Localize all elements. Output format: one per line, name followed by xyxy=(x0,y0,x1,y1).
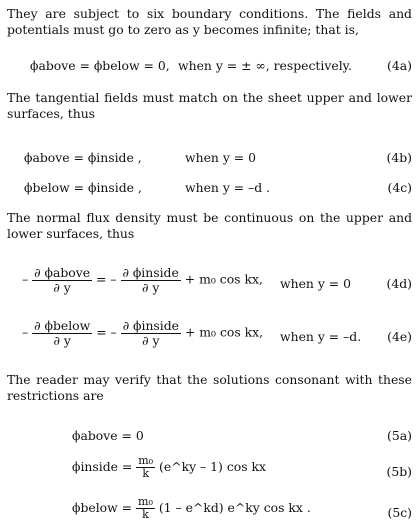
equation-4d-lead: – xyxy=(22,271,29,287)
equation-4e-fraction-1 xyxy=(32,319,92,347)
equation-4a-condition: when y = ± ∞, respectively. xyxy=(178,58,352,73)
equation-4e-lhs xyxy=(22,319,263,347)
equation-4d-lhs xyxy=(22,266,263,294)
equation-4e-tail: + m₀ cos kx, xyxy=(184,324,264,340)
equation-4d-number: (4d) xyxy=(386,276,412,291)
equation-5b-fraction-denominator: k xyxy=(142,467,149,481)
equation-5b-right: (e^ky – 1) cos kx xyxy=(159,459,267,475)
equation-4d-fraction-1 xyxy=(32,266,92,294)
equation-4e-condition: when y = –d. xyxy=(280,329,362,344)
equation-5b-fraction xyxy=(136,455,155,480)
equation-5c xyxy=(0,493,419,529)
equation-5c-number: (5c) xyxy=(387,505,412,520)
equation-4a-number: (4a) xyxy=(387,58,412,73)
equation-4d-condition: when y = 0 xyxy=(280,276,351,291)
equation-4b-number: (4b) xyxy=(386,150,412,165)
equation-5c-left: ϕbelow = xyxy=(72,500,133,516)
paragraph-normal-flux: The normal flux density must be continuous on the upper and lower surfaces, thus xyxy=(7,210,412,241)
equation-5c-lhs xyxy=(72,496,311,521)
equation-4d-fraction-2-numerator: ∂ ϕinside xyxy=(122,265,179,280)
equation-5b-lhs xyxy=(72,455,266,480)
equation-5c-fraction xyxy=(136,496,155,521)
paragraph-solutions: The reader may verify that the solutions consonant with these restrictions are xyxy=(7,372,412,403)
equation-4e-number: (4e) xyxy=(387,329,412,344)
equation-4e-fraction-2-denominator: ∂ y xyxy=(142,332,160,348)
equation-4d-fraction-1-denominator: ∂ y xyxy=(53,279,71,295)
equation-4c-condition: when y = –d . xyxy=(185,180,271,195)
equation-4c-number: (4c) xyxy=(387,180,412,195)
equation-4b-condition: when y = 0 xyxy=(185,150,256,165)
equation-4b-lhs: ϕabove = ϕinside , xyxy=(24,150,142,165)
equation-5b-number: (5b) xyxy=(386,464,412,479)
equation-4e-fraction-1-denominator: ∂ y xyxy=(53,332,71,348)
equation-4d-middle: = – xyxy=(96,271,117,287)
equation-4e xyxy=(0,315,419,355)
equation-5a-lhs: ϕabove = 0 xyxy=(72,428,144,443)
equation-5b-fraction-numerator: m₀ xyxy=(138,454,154,467)
equation-4d-tail: + m₀ cos kx, xyxy=(184,271,263,287)
equation-4c-lhs: ϕbelow = ϕinside , xyxy=(24,180,142,195)
equation-4d xyxy=(0,262,419,302)
equation-4e-fraction-2 xyxy=(121,319,181,347)
paragraph-tangential-fields: The tangential fields must match on the sheet upper and lower surfaces, thus xyxy=(7,90,412,121)
equation-5b-left: ϕinside = xyxy=(72,459,133,475)
equation-5a-number: (5a) xyxy=(387,428,412,443)
equation-5c-right: (1 – e^kd) e^ky cos kx . xyxy=(158,500,311,516)
equation-4e-fraction-1-numerator: ∂ ϕbelow xyxy=(34,318,91,333)
equation-4d-fraction-2 xyxy=(121,266,181,294)
equation-5c-fraction-numerator: m₀ xyxy=(138,495,153,508)
equation-4d-fraction-2-denominator: ∂ y xyxy=(141,279,160,295)
equation-4d-fraction-1-numerator: ∂ ϕabove xyxy=(34,265,91,280)
equation-5c-fraction-denominator: k xyxy=(142,508,149,522)
equation-4e-middle: = – xyxy=(96,324,117,340)
equation-4a-lhs: ϕabove = ϕbelow = 0, xyxy=(30,58,170,73)
equation-4e-lead: – xyxy=(22,324,29,340)
equation-5b xyxy=(0,452,419,488)
paragraph-boundary-conditions: They are subject to six boundary conditions. The fields and potentials must go to zero as y becomes infinite; that is, xyxy=(7,6,412,37)
equation-4e-fraction-2-numerator: ∂ ϕinside xyxy=(122,318,180,333)
